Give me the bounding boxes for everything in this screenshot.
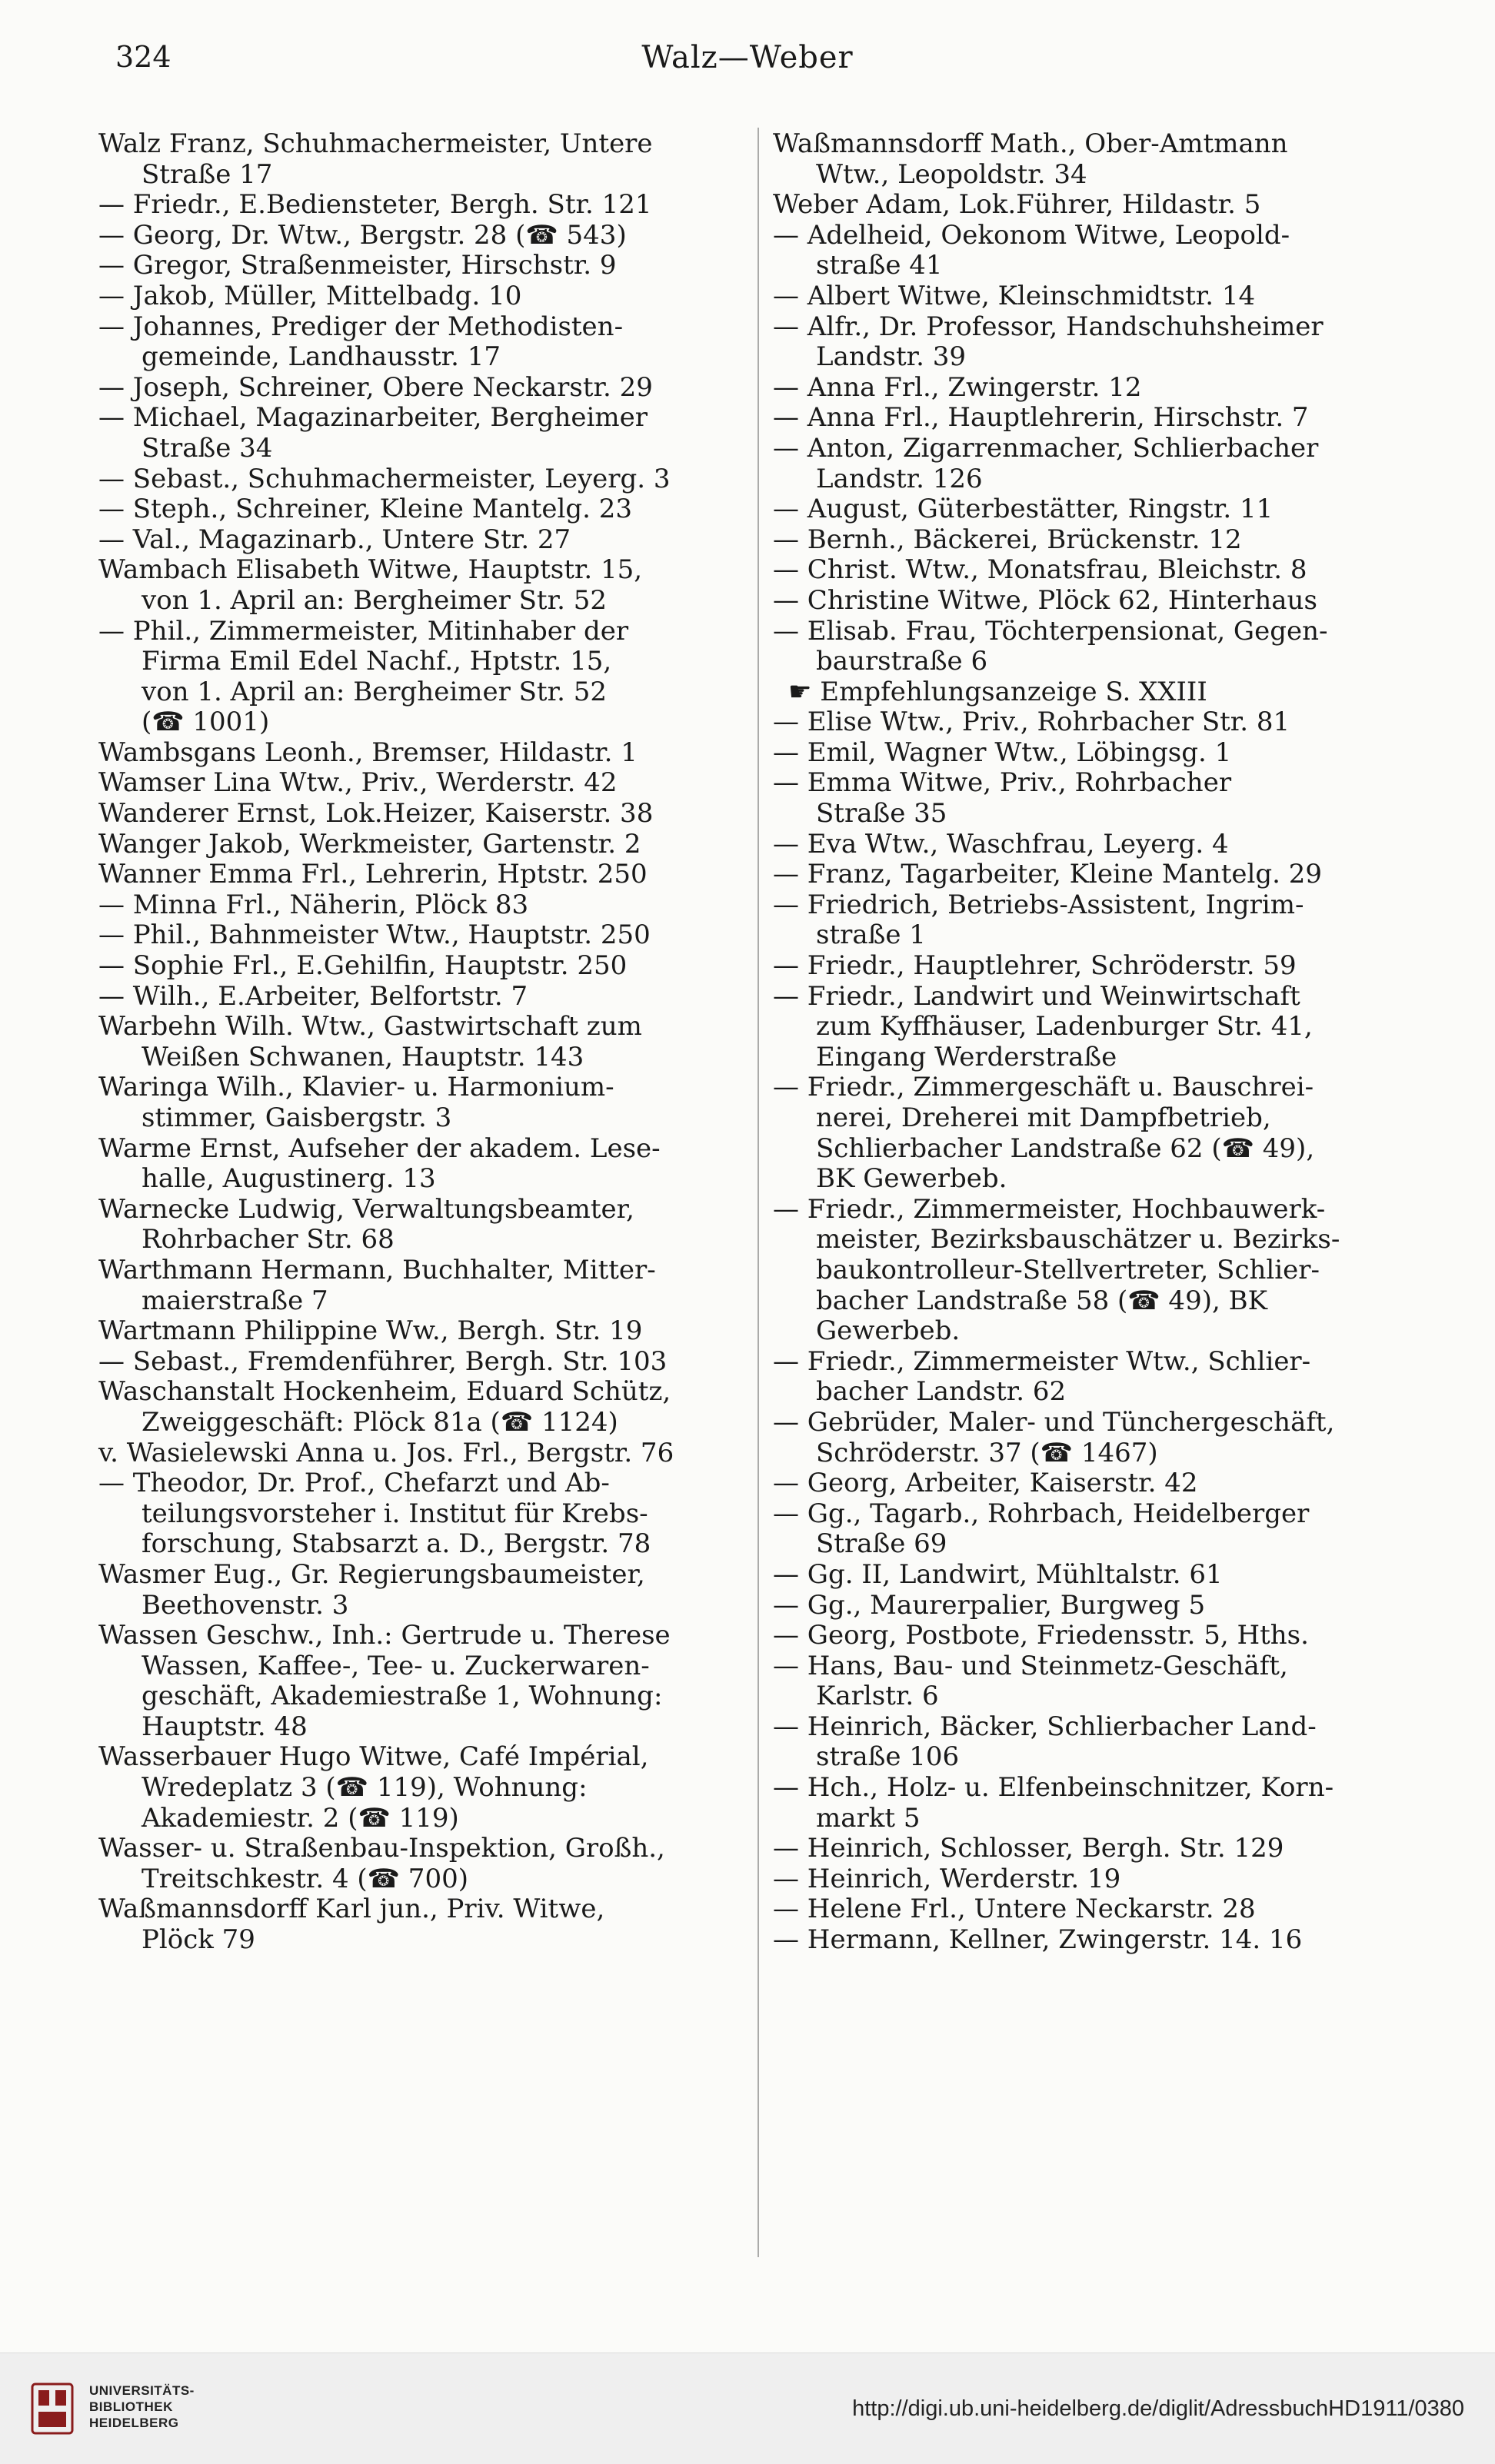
directory-entry (98, 1195, 748, 1255)
entry-line: bacher Landstr. 62 (816, 1376, 1067, 1408)
directory-entry (98, 1012, 748, 1072)
entry-line: — Anna Frl., Zwingerstr. 12 (773, 371, 1142, 403)
source-url-link[interactable]: http://digi.ub.uni-heidelberg.de/diglit/AdressbuchHD1911/0380 (852, 2396, 1464, 2421)
directory-entry (773, 860, 1396, 890)
entry-line: — Heinrich, Schlosser, Bergh. Str. 129 (773, 1833, 1284, 1864)
entry-line: — Heinrich, Bäcker, Schlierbacher Land- (773, 1711, 1317, 1742)
entry-line: Akademiestr. 2 (☎ 119) (142, 1802, 459, 1834)
entry-line: Wanner Emma Frl., Lehrerin, Hptstr. 250 (98, 859, 648, 890)
entry-line: Wasmer Eug., Gr. Regierungsbaumeister, (98, 1558, 645, 1590)
entry-line: — Elise Wtw., Priv., Rohrbacher Str. 81 (773, 707, 1290, 738)
entry-line: — Anton, Zigarrenmacher, Schlierbacher (773, 432, 1319, 464)
directory-entry (98, 951, 748, 982)
entry-line: — Hans, Bau- und Steinmetz-Geschäft, (773, 1650, 1288, 1681)
directory-entry (773, 1591, 1396, 1621)
directory-entry (98, 1134, 748, 1195)
entry-line: — Emil, Wagner Wtw., Löbingsg. 1 (773, 737, 1232, 768)
entry-line: — Gebrüder, Maler- und Tünchergeschäft, (773, 1406, 1335, 1438)
directory-entry (98, 1560, 748, 1621)
library-name-line: UNIVERSITÄTS- (89, 2383, 195, 2398)
directory-entry (773, 1773, 1396, 1834)
entry-line: Wanderer Ernst, Lok.Heizer, Kaiserstr. 38 (98, 798, 654, 830)
directory-entry (773, 281, 1396, 312)
entry-line: — Sebast., Fremdenführer, Bergh. Str. 103 (98, 1345, 668, 1377)
entry-line: Warme Ernst, Aufseher der akadem. Lese- (98, 1132, 661, 1164)
directory-entry (773, 830, 1396, 860)
entry-line: Plöck 79 (142, 1924, 255, 1956)
entry-line: — Sebast., Schuhmachermeister, Leyerg. 3 (98, 463, 671, 494)
directory-entry (98, 251, 748, 281)
entry-line: Landstr. 126 (816, 463, 983, 494)
entry-line: Treitschkestr. 4 (☎ 700) (142, 1863, 468, 1894)
entry-line: von 1. April an: Bergheimer Str. 52 (142, 676, 607, 707)
entry-line: — Emma Witwe, Priv., Rohrbacher (773, 767, 1232, 799)
entry-line: — Johannes, Prediger der Methodisten- (98, 311, 624, 342)
entry-line: — Bernh., Bäckerei, Brückenstr. 12 (773, 524, 1242, 555)
entry-line: Waßmannsdorff Math., Ober-Amtmann (773, 128, 1288, 159)
directory-entry (98, 1377, 748, 1438)
directory-entry (98, 525, 748, 556)
entry-line: Waringa Wilh., Klavier- u. Harmonium- (98, 1072, 614, 1103)
entry-line: — Friedr., Zimmermeister Wtw., Schlier- (773, 1345, 1311, 1377)
directory-entry (98, 555, 748, 616)
entry-line: Walz Franz, Schuhmachermeister, Untere (98, 128, 653, 159)
directory-entry (773, 1347, 1396, 1408)
directory-entry (98, 1468, 748, 1560)
entry-line: — Friedr., Zimmergeschäft u. Bauschrei- (773, 1072, 1314, 1103)
directory-entry (773, 1834, 1396, 1864)
entry-line: — Joseph, Schreiner, Obere Neckarstr. 29 (98, 371, 653, 403)
entry-line: — Jakob, Müller, Mittelbadg. 10 (98, 280, 522, 311)
directory-entry (98, 1621, 748, 1742)
entry-line: — Adelheid, Oekonom Witwe, Leopold- (773, 219, 1290, 251)
entry-line: straße 1 (816, 919, 926, 951)
directory-entry (98, 860, 748, 890)
directory-entry (98, 464, 748, 495)
entry-line: Landstr. 39 (816, 341, 967, 373)
entry-line: — Georg, Dr. Wtw., Bergstr. 28 (☎ 543) (98, 219, 627, 251)
entry-line: gemeinde, Landhausstr. 17 (142, 341, 501, 373)
entry-line: — Phil., Zimmermeister, Mitinhaber der (98, 615, 629, 647)
entry-line: Karlstr. 6 (816, 1681, 939, 1712)
directory-entry (98, 1347, 748, 1378)
entry-line: — Friedr., Hauptlehrer, Schröderstr. 59 (773, 950, 1297, 982)
entry-line: bacher Landstraße 58 (☎ 49), BK (816, 1285, 1267, 1316)
entry-line: zum Kyffhäuser, Ladenburger Str. 41, (816, 1011, 1313, 1042)
entry-line: Warnecke Ludwig, Verwaltungsbeamter, (98, 1193, 634, 1225)
directory-entry (773, 1072, 1396, 1194)
entry-line: Wanger Jakob, Werkmeister, Gartenstr. 2 (98, 828, 641, 860)
directory-entry (773, 1468, 1396, 1499)
entry-line: — Gg. II, Landwirt, Mühltalstr. 61 (773, 1558, 1223, 1590)
directory-entry (773, 1560, 1396, 1591)
directory-entry (98, 494, 748, 525)
entry-line: Waßmannsdorff Karl jun., Priv. Witwe, (98, 1894, 605, 1925)
entry-line: Schlierbacher Landstraße 62 (☎ 49), (816, 1132, 1315, 1164)
page-number: 324 (115, 40, 171, 74)
university-seal-icon (31, 2383, 74, 2435)
directory-entry (773, 434, 1396, 494)
entry-line: Eingang Werderstraße (816, 1041, 1117, 1072)
directory-entry (773, 1925, 1396, 1956)
entry-line: Firma Emil Edel Nachf., Hptstr. 15, (142, 646, 612, 677)
entry-line: — Heinrich, Werderstr. 19 (773, 1863, 1121, 1894)
entry-line: — Georg, Postbote, Friedensstr. 5, Hths. (773, 1620, 1309, 1651)
entry-line: — August, Güterbestätter, Ringstr. 11 (773, 494, 1274, 525)
entry-line: BK Gewerbeb. (816, 1163, 1007, 1195)
directory-entry (773, 221, 1396, 281)
entry-line: — Anna Frl., Hauptlehrerin, Hirschstr. 7 (773, 402, 1309, 434)
entry-line: Gewerbeb. (816, 1315, 961, 1347)
entry-line: — Alfr., Dr. Professor, Handschuhsheimer (773, 311, 1324, 342)
library-name-line: HEIDELBERG (89, 2416, 179, 2430)
entry-line: Weber Adam, Lok.Führer, Hildastr. 5 (773, 189, 1261, 221)
entry-line: — Michael, Magazinarbeiter, Bergheimer (98, 402, 648, 434)
entry-line: meister, Bezirksbauschätzer u. Bezirks- (816, 1224, 1340, 1255)
directory-entry (773, 586, 1396, 617)
directory-entry (773, 1712, 1396, 1773)
entry-line: Wasserbauer Hugo Witwe, Café Impérial, (98, 1741, 649, 1773)
directory-entry (98, 982, 748, 1013)
entry-line: baukontrolleur-Stellvertreter, Schlier- (816, 1254, 1320, 1285)
entry-line: Hauptstr. 48 (142, 1711, 308, 1742)
directory-entry (773, 890, 1396, 951)
directory-entry (98, 373, 748, 404)
entry-line: Wambsgans Leonh., Bremser, Hildastr. 1 (98, 737, 638, 768)
entry-line: geschäft, Akademiestraße 1, Wohnung: (142, 1681, 663, 1712)
entry-line: forschung, Stabsarzt a. D., Bergstr. 78 (142, 1528, 651, 1560)
directory-entry (773, 1651, 1396, 1712)
directory-entry (773, 494, 1396, 525)
entry-line: ☛ Empfehlungsanzeige S. XXIII (788, 676, 1207, 707)
directory-entry (98, 830, 748, 860)
entry-line: — Albert Witwe, Kleinschmidtstr. 14 (773, 280, 1256, 311)
directory-entry (98, 1438, 748, 1469)
entry-line: Straße 17 (142, 158, 273, 190)
directory-entry (773, 1408, 1396, 1468)
directory-entry (773, 403, 1396, 434)
directory-entry (98, 738, 748, 769)
running-head: Walz—Weber (641, 40, 854, 75)
directory-entry (98, 281, 748, 312)
directory-entry (98, 312, 748, 373)
entry-line: — Elisab. Frau, Töchterpensionat, Gegen- (773, 615, 1328, 647)
entry-line: — Minna Frl., Näherin, Plöck 83 (98, 889, 529, 920)
entry-line: Wasser- u. Straßenbau-Inspektion, Großh., (98, 1833, 665, 1864)
entry-line: Rohrbacher Str. 68 (142, 1224, 395, 1255)
entry-line: (☎ 1001) (142, 707, 270, 738)
directory-entry (773, 129, 1396, 190)
viewer-footer (0, 2353, 1495, 2464)
entry-line: — Friedr., E.Bediensteter, Bergh. Str. 121 (98, 189, 652, 221)
entry-line: Wamser Lina Wtw., Priv., Werderstr. 42 (98, 767, 618, 799)
right-column (773, 129, 1396, 1956)
directory-entry (773, 312, 1396, 373)
library-name-line: BIBLIOTHEK (89, 2399, 173, 2414)
directory-entry (98, 1072, 748, 1133)
directory-entry (773, 707, 1396, 738)
entry-line: — Friedr., Landwirt und Weinwirtschaft (773, 980, 1300, 1012)
directory-entry (98, 403, 748, 464)
directory-entry (773, 1894, 1396, 1925)
entry-line: — Helene Frl., Untere Neckarstr. 28 (773, 1894, 1256, 1925)
entry-line: Wartmann Philippine Ww., Bergh. Str. 19 (98, 1315, 643, 1347)
directory-entry (98, 129, 748, 190)
left-column (98, 129, 748, 1956)
directory-entry (98, 1834, 748, 1894)
advertisement-reference (773, 677, 1396, 708)
entry-line: nerei, Dreherei mit Dampfbetrieb, (816, 1102, 1271, 1133)
directory-entry (98, 1742, 748, 1834)
directory-entry (773, 190, 1396, 221)
entry-line: Wambach Elisabeth Witwe, Hauptstr. 15, (98, 554, 643, 586)
directory-entry (773, 1195, 1396, 1347)
directory-entry (773, 555, 1396, 586)
entry-line: — Gregor, Straßenmeister, Hirschstr. 9 (98, 250, 617, 281)
entry-line: — Christ. Wtw., Monatsfrau, Bleichstr. 8 (773, 554, 1307, 586)
directory-entry (98, 1894, 748, 1955)
entry-line: Warbehn Wilh. Wtw., Gastwirtschaft zum (98, 1011, 642, 1042)
directory-entry (773, 1621, 1396, 1651)
entry-line: — Sophie Frl., E.Gehilfin, Hauptstr. 250 (98, 950, 628, 982)
directory-entry (98, 920, 748, 951)
directory-entry (773, 1499, 1396, 1560)
entry-line: maierstraße 7 (142, 1285, 328, 1316)
directory-entry (773, 951, 1396, 982)
entry-line: — Wilh., E.Arbeiter, Belfortstr. 7 (98, 980, 528, 1012)
entry-line: — Theodor, Dr. Prof., Chefarzt und Ab- (98, 1468, 610, 1499)
directory-entry (773, 525, 1396, 556)
directory-entry (98, 1316, 748, 1347)
entry-line: Zweiggeschäft: Plöck 81a (☎ 1124) (142, 1406, 618, 1438)
entry-line: v. Wasielewski Anna u. Jos. Frl., Bergstr. 76 (98, 1437, 674, 1468)
directory-entry (773, 373, 1396, 404)
entry-line: — Franz, Tagarbeiter, Kleine Mantelg. 29 (773, 859, 1322, 890)
directory-entry (98, 1255, 748, 1316)
directory-entry (98, 190, 748, 221)
entry-line: Waschanstalt Hockenheim, Eduard Schütz, (98, 1376, 671, 1408)
library-name (89, 2383, 195, 2431)
entry-line: — Georg, Arbeiter, Kaiserstr. 42 (773, 1468, 1198, 1499)
entry-line: stimmer, Gaisbergstr. 3 (142, 1102, 452, 1133)
entry-line: Warthmann Hermann, Buchhalter, Mitter- (98, 1254, 656, 1285)
directory-entry (98, 221, 748, 251)
directory-entry (773, 738, 1396, 769)
directory-entry (98, 768, 748, 799)
entry-line: — Gg., Maurerpalier, Burgweg 5 (773, 1589, 1206, 1621)
directory-entry (773, 617, 1396, 677)
entry-line: baurstraße 6 (816, 646, 988, 677)
entry-line: halle, Augustinerg. 13 (142, 1163, 436, 1195)
entry-line: Beethovenstr. 3 (142, 1589, 349, 1621)
entry-line: — Hermann, Kellner, Zwingerstr. 14. 16 (773, 1924, 1303, 1956)
entry-line: — Val., Magazinarb., Untere Str. 27 (98, 524, 571, 555)
entry-line: straße 106 (816, 1741, 960, 1773)
entry-line: — Hch., Holz- u. Elfenbeinschnitzer, Korn- (773, 1772, 1334, 1804)
entry-line: — Christine Witwe, Plöck 62, Hinterhaus (773, 584, 1317, 616)
column-divider (757, 128, 759, 2257)
entry-line: Weißen Schwanen, Hauptstr. 143 (142, 1041, 584, 1072)
directory-entry (773, 982, 1396, 1073)
entry-line: — Gg., Tagarb., Rohrbach, Heidelberger (773, 1498, 1310, 1529)
entry-line: — Steph., Schreiner, Kleine Mantelg. 23 (98, 494, 632, 525)
entry-line: Schröderstr. 37 (☎ 1467) (816, 1437, 1158, 1468)
entry-line: markt 5 (816, 1802, 921, 1834)
entry-line: Wredeplatz 3 (☎ 119), Wohnung: (142, 1772, 588, 1804)
directory-entry (773, 768, 1396, 829)
entry-line: von 1. April an: Bergheimer Str. 52 (142, 584, 607, 616)
directory-entry (98, 799, 748, 830)
entry-line: Wassen, Kaffee-, Tee- u. Zuckerwaren- (142, 1650, 650, 1681)
entry-line: — Friedrich, Betriebs-Assistent, Ingrim- (773, 889, 1304, 920)
entry-line: — Phil., Bahnmeister Wtw., Hauptstr. 250 (98, 919, 651, 951)
directory-entry (98, 617, 748, 738)
entry-line: Straße 34 (142, 432, 273, 464)
entry-line: — Eva Wtw., Waschfrau, Leyerg. 4 (773, 828, 1229, 860)
entry-line: teilungsvorsteher i. Institut für Krebs- (142, 1498, 648, 1529)
entry-line: straße 41 (816, 250, 943, 281)
directory-entry (98, 890, 748, 921)
entry-line: Straße 35 (816, 798, 947, 830)
entry-line: Wtw., Leopoldstr. 34 (816, 158, 1087, 190)
entry-line: Straße 69 (816, 1528, 947, 1560)
entry-line: — Friedr., Zimmermeister, Hochbauwerk- (773, 1193, 1326, 1225)
directory-entry (773, 1864, 1396, 1895)
entry-line: Wassen Geschw., Inh.: Gertrude u. Therese (98, 1620, 671, 1651)
